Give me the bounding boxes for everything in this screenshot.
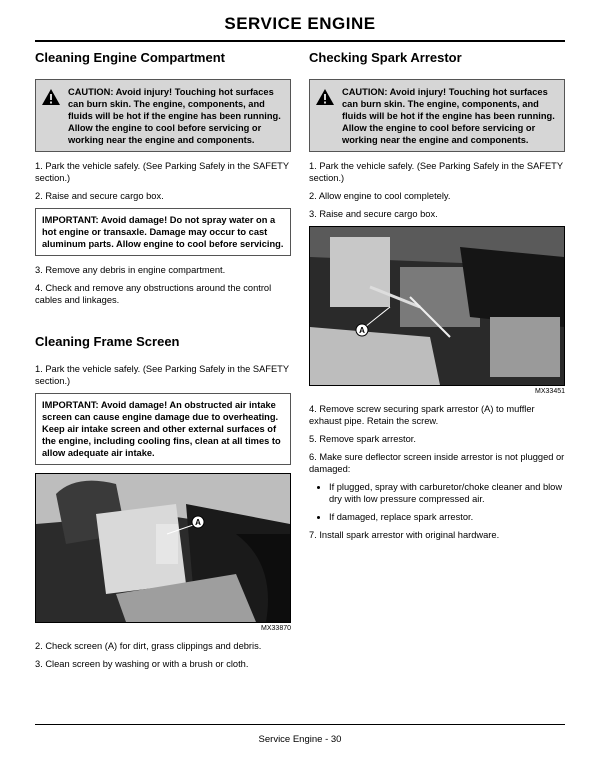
bullet-list	[309, 481, 565, 523]
checking-spark-arrestor-heading: Checking Spark Arrestor	[309, 50, 462, 65]
callout-a-label: A	[195, 518, 201, 527]
step-text: 3. Remove any debris in engine compartment.	[35, 265, 226, 275]
page-footer: Service Engine - 30	[258, 734, 342, 745]
caution-box	[35, 79, 291, 152]
right-column	[309, 46, 565, 547]
step-text: 4. Check and remove any obstructions around the control cables and linkages.	[35, 283, 272, 305]
warning-triangle-icon	[315, 88, 335, 106]
step-text: 2. Check screen (A) for dirt, grass clippings and debris.	[35, 641, 262, 651]
frame-screen-photo	[35, 473, 291, 623]
step-text: 1. Park the vehicle safely. (See Parking Safely in the SAFETY section.)	[35, 161, 289, 183]
step-text: 5. Remove spark arrestor.	[309, 434, 416, 444]
list-item: • If plugged, spray with carburetor/choke cleaner and blow dry with low pressure compressed air.	[329, 481, 565, 505]
step-text: 7. Install spark arrestor with original hardware.	[309, 530, 500, 540]
left-column	[35, 46, 291, 676]
step-text: 2. Raise and secure cargo box.	[35, 191, 164, 201]
step-text: 4. Remove screw securing spark arrestor (A) to muffler exhaust pipe. Retain the screw.	[309, 404, 535, 426]
step-text: 2. Allow engine to cool completely.	[309, 191, 451, 201]
step-text: 1. Park the vehicle safely. (See Parking Safely in the SAFETY section.)	[309, 161, 563, 183]
step-text: 3. Raise and secure cargo box.	[309, 209, 438, 219]
warning-triangle-icon	[41, 88, 61, 106]
caution-text: CAUTION: Avoid injury! Touching hot surfaces can burn skin. The engine, components, and fluids will be hot if the engine has been running. Allow the engine to cool before servicing or working near the engine and components.	[68, 87, 281, 145]
cleaning-frame-screen-heading: Cleaning Frame Screen	[35, 334, 180, 349]
footer-divider	[35, 724, 565, 725]
photo-caption: MX33451	[535, 388, 565, 395]
photo-caption: MX33870	[261, 625, 291, 632]
spark-arrestor-photo	[309, 226, 565, 386]
step-text: 1. Park the vehicle safely. (See Parking Safely in the SAFETY section.)	[35, 364, 289, 386]
cleaning-engine-compartment-heading: Cleaning Engine Compartment	[35, 50, 225, 65]
caution-box	[309, 79, 565, 152]
callout-a-label: A	[359, 326, 365, 335]
important-notice: IMPORTANT: Avoid damage! An obstructed air intake screen can cause engine damage due to overheating. Keep air intake screen and other external surfaces of the engine, including cooling fins, clean at all times to allow adequate air intake.	[35, 393, 291, 465]
title-divider	[35, 40, 565, 42]
important-notice: IMPORTANT: Avoid damage! Do not spray water on a hot engine or transaxle. Damage may occur to cast aluminum parts. Allow engine to cool before servicing.	[35, 208, 291, 256]
step-text: 3. Clean screen by washing or with a brush or cloth.	[35, 659, 249, 669]
page-title: SERVICE ENGINE	[224, 14, 376, 33]
step-text: 6. Make sure deflector screen inside arrestor is not plugged or damaged:	[309, 452, 565, 474]
caution-text: CAUTION: Avoid injury! Touching hot surfaces can burn skin. The engine, components, and fluids will be hot if the engine has been running. Allow the engine to cool before servicing or working near the engine and components.	[342, 87, 555, 145]
list-item: • If damaged, replace spark arrestor.	[329, 511, 565, 523]
